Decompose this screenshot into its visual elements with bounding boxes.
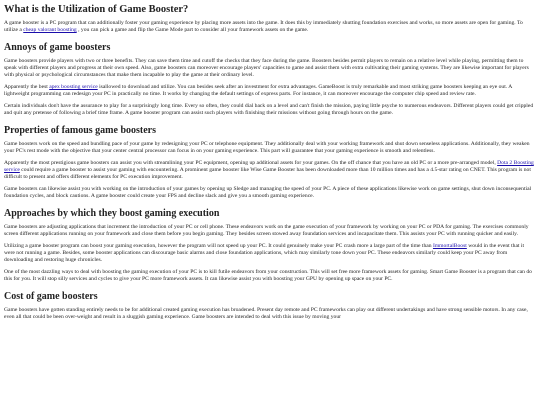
intro-text-after: , you can pick a game and flip the Game Mode part to consider all your framework assets on the game. bbox=[76, 27, 309, 33]
section-heading-properties: Properties of famous game boosters bbox=[4, 125, 157, 136]
paragraph: Game boosters can likewise assist you with working on the introduction of your games by opening up Sledge and managing the speed of your PC. A piece of these applications likewise work on game settings, shut down inconsequential foundation cycles, and block cautions. A game booster could create your FPS and decline slack and give you a smooth gaming experience. bbox=[4, 186, 532, 199]
page-title: What is the Utilization of Game Booster? bbox=[4, 4, 189, 15]
paragraph-text-before: Apparently the best bbox=[4, 84, 50, 90]
immortalboost-link[interactable]: ImmortalBoost bbox=[432, 243, 467, 249]
dota-2-boosting-service-link[interactable]: Dota 2 Boosting service bbox=[4, 160, 534, 173]
section-heading-cost: Cost of game boosters bbox=[4, 291, 98, 302]
paragraph-text-after: isallowed to download and utilize. You can besides seek after an investment for extra advantages. GameBoost is truly remarkable and most striking game boosters keeping an eye out. A lightweight programming can redesign your PC in practically no time. It works by changing the default settings of express parts. For instance, it can moreover encourage the computer chip speed and review rate. bbox=[4, 84, 512, 97]
paragraph-text-before: Utilizing a game booster program can boost your gaming execution, however the program will not speed up your PC. It could genuinely make your PC crash more a large part of the time than bbox=[4, 243, 433, 249]
apex-boosting-service-link[interactable]: apex boosting service bbox=[49, 84, 98, 90]
paragraph: Game boosters are adjusting applications that increment the introduction of your PC or cell phone. These endeavors work on the game execution of your framework by working on your PC or PDA for gaming. The exercises commonly screen different applications running on your framework and close them before you begin gaming. They besides screen stowed away foundation services and incapacitate them. This assists your PC with running quicker and easily. bbox=[4, 224, 529, 237]
section-heading-annoys: Annoys of game boosters bbox=[4, 42, 111, 53]
paragraph: Game boosters work on the speed and bundling pace of your game by redesigning your PC or telephone equipment. They additionally deal with your working framework and shut down senseless applications. Additionally, they weaken your PC's rest mode with the objective that your center central processor can focus in on your gaming experience. This part will guarantee that your gaming experience is smooth and relentless. bbox=[4, 141, 530, 154]
section-heading-approaches: Approaches by which they boost gaming execution bbox=[4, 208, 220, 219]
paragraph: Certain individuals don't have the assurance to play for a surprisingly long time. Every so often, they could dial back on a level and can't finish the mission, paying little psyche to numerous endeavors. Different players could get crippled and quit any pretense of following a brief time frame. A game booster program can assist such players with finishing their missions without going through hours on the game. bbox=[4, 103, 534, 116]
paragraph-text-before: Apparently the most prestigious game boosters can assist you with streamlining your PC equipment, opening up additional assets for your games. On the off chance that you have an old PC or a more pre-arranged model, bbox=[4, 160, 498, 166]
paragraph-text-after: would in the event that it were not running a game. Besides, some booster applications can discourage basic alarms and close foundation applications, which may similarly tone down your PC. These endeavors similarly could keep your PC away from downloading and restoring huge chronicles. bbox=[4, 243, 524, 263]
paragraph bbox=[4, 84, 536, 98]
paragraph: One of the most dazzling ways to deal with boosting the gaming execution of your PC is to kill futile endeavors from your construction. This will set free more framework assets for gaming. Smart Game Booster is a program that can do this for you. It will stop silly services and cycles to give your PC more framework assets. It can likewise assist you with boosting your GPU by opening up space on your PC. bbox=[4, 269, 532, 282]
intro-text-before: A game booster is a PC program that can additionally foster your gaming experience by placing more assets into the game. It does this by immediately shutting foundation exercises and works, so more assets are open for gaming. To utilize a bbox=[4, 20, 523, 33]
paragraph bbox=[4, 243, 536, 264]
cheap-valorant-boosting-link[interactable]: cheap valorant boosting bbox=[23, 27, 77, 33]
paragraph bbox=[4, 160, 536, 181]
intro-paragraph bbox=[4, 20, 536, 34]
paragraph-text-after: could require a game booster to assist your gaming with encountering. A prominent game booster like Wise Game Booster has been downloaded more than 10 million times and has a 4.5-star rating on CNET. This program is not difficult to present and offers different elements for PC execution improvement. bbox=[4, 167, 531, 180]
paragraph: Game boosters have gotten standing entirely needs to be for additional created gaming execution has broadened. Present day remote and PC frameworks can play out different undertakings and have strong sensible motors. In any case, even all that could be been over-weight and result in a sluggish gaming experience. Game boosters are intended to deal with this issue by moving your bbox=[4, 307, 528, 320]
paragraph: Game boosters provide players with two or three benefits. They can save them time and cutoff the checks that they face during the game. Boosters besides permit players to remain on a relative level while playing, permitting them to speak with different players and progress at their own speed. Also, game boosters can moreover encourage players' capacities to game and assist them with extra cultivating their gaming systems. They are likewise important for players with physical or psychological circumstances that make them incapable to play the game at their ordinary level. bbox=[4, 58, 529, 78]
